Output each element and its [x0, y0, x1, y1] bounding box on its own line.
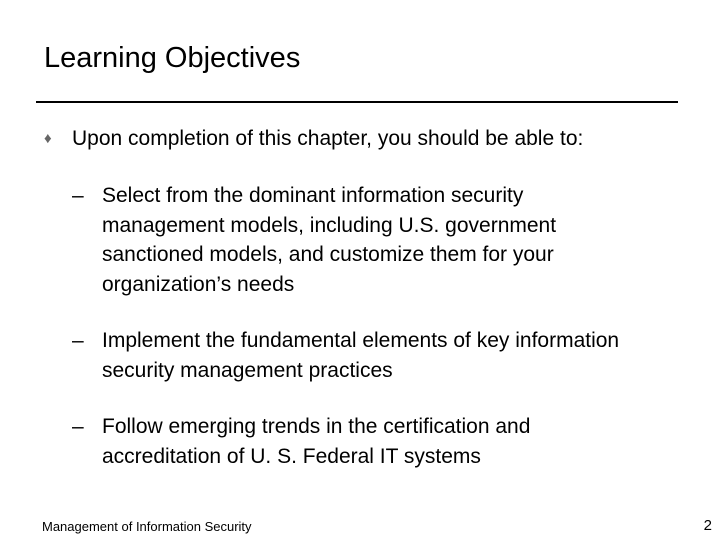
sub-item-text: Follow emerging trends in the certification and accreditation of U. S. Federal IT systems	[102, 415, 531, 468]
sub-item-text: Select from the dominant information security management models, including U.S. government sanctioned models, and customize them for your organization’s needs	[102, 184, 557, 296]
dash-bullet-icon: –	[72, 415, 84, 438]
sub-item-text: Implement the fundamental elements of key information security management practices	[102, 329, 620, 382]
dash-bullet-icon: –	[72, 184, 84, 207]
title-divider	[36, 101, 678, 103]
diamond-bullet-icon: ♦	[44, 130, 52, 147]
slide-title: Learning Objectives	[44, 42, 301, 74]
bullet-text: Upon completion of this chapter, you should be able to:	[72, 127, 584, 150]
footer-course-title: Management of Information Security	[42, 519, 252, 534]
footer-page-number: 2	[703, 517, 712, 534]
dash-bullet-icon: –	[72, 329, 84, 352]
